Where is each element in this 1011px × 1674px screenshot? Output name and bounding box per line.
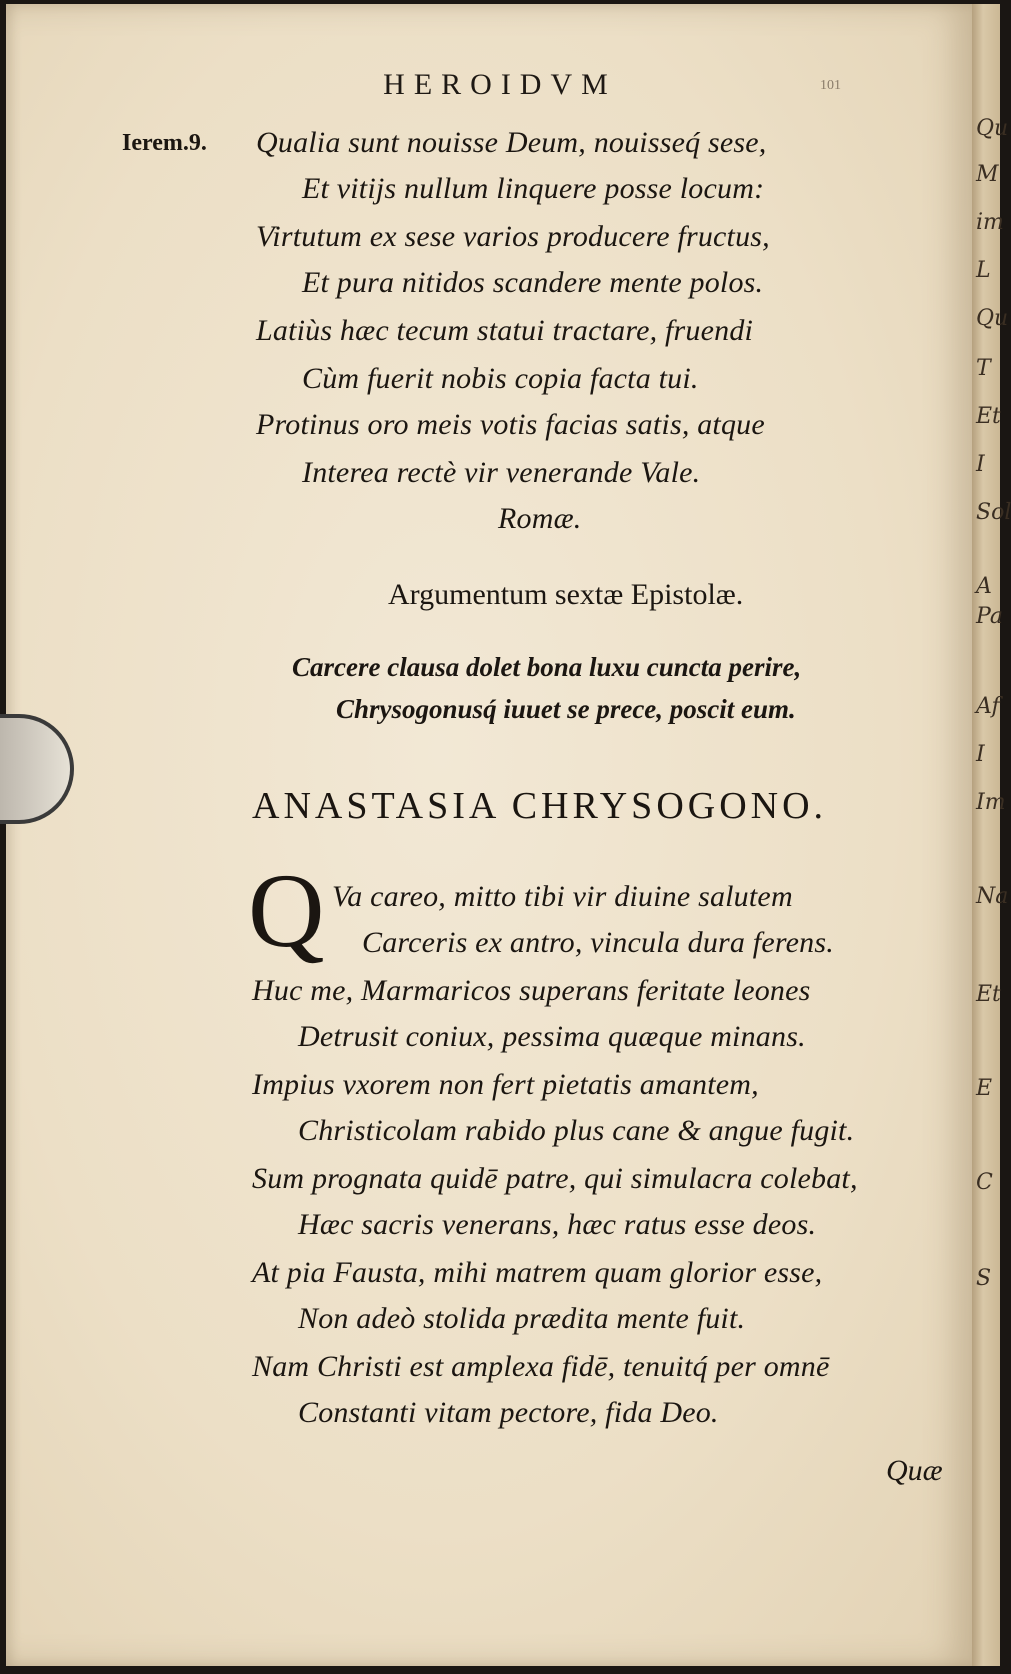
verse-line: At pia Fausta, mihi matrem quam glorior esse, (252, 1256, 823, 1289)
facing-page-fragment: Qu (976, 116, 1009, 141)
show-through (400, 512, 406, 539)
verse-line: Detrusit coniux, pessima quæque minans. (298, 1020, 806, 1053)
verse-line: Impius vxorem non fert pietatis amantem, (252, 1068, 759, 1101)
verse-line: Christicolam rabido plus cane & angue fugit. (298, 1114, 855, 1147)
facing-page-fragment: Qu (976, 306, 1009, 331)
verse-line: Interea rectè vir venerande Vale. (302, 456, 701, 489)
facing-page-fragment: T (976, 356, 991, 381)
facing-page-fragment: S (976, 1266, 992, 1291)
facing-page-fragment: Et (976, 982, 1001, 1007)
facing-page-fragment: Im (976, 790, 1006, 815)
verse-line: Et pura nitidos scandere mente polos. (302, 266, 764, 299)
epistle-title: ANASTASIA CHRYSOGONO. (252, 785, 828, 827)
facing-page-fragment: I (976, 742, 985, 767)
verse-line: Nam Christi est amplexa fidē, tenuitq́ per omnē (252, 1350, 830, 1383)
facing-page-fragment: im (976, 210, 1004, 235)
verse-line: Protinus oro meis votis facias satis, atque (256, 408, 765, 441)
verse-line: Va careo, mitto tibi vir diuine salutem (332, 880, 793, 913)
verse-line: Carceris ex antro, vincula dura ferens. (362, 926, 834, 959)
catchword: Quæ (886, 1454, 943, 1487)
verse-line: Non adeò stolida prædita mente fuit. (298, 1302, 746, 1335)
argument-line: Chrysogonusq́ iuuet se prece, poscit eum. (336, 694, 796, 724)
facing-page-fragment: C (976, 1170, 993, 1195)
verse-line: Et vitijs nullum linquere posse locum: (302, 172, 765, 205)
facing-page-fragment: Na (976, 884, 1009, 909)
running-head: HEROIDVM (383, 68, 617, 101)
facing-page-edge (972, 4, 1011, 1666)
facing-page-fragment: Af (976, 694, 1000, 719)
verse-line: Sum prognata quidē patre, qui simulacra colebat, (252, 1162, 858, 1195)
verse-line: Constanti vitam pectore, fida Deo. (298, 1396, 719, 1429)
folio-number: 101 (820, 78, 841, 93)
verse-line: Hæc sacris venerans, hæc ratus esse deos. (298, 1208, 817, 1241)
verse-line: Qualia sunt nouisse Deum, nouisseq́ sese, (256, 126, 767, 159)
letter-place: Romæ. (498, 502, 582, 535)
argument-line: Carcere clausa dolet bona luxu cuncta perire, (292, 652, 802, 682)
facing-page-fragment: Pa (976, 604, 1003, 629)
facing-page-fragment: L (976, 258, 991, 283)
facing-page-fragment: A (976, 574, 992, 599)
argument-title: Argumentum sextæ Epistolæ. (388, 578, 744, 611)
verse-line: Cùm fuerit nobis copia facta tui. (302, 362, 699, 395)
margin-note: Ierem.9. (122, 130, 207, 156)
facing-page-fragment: I (976, 452, 985, 477)
verse-line: Latiùs hæc tecum statui tractare, fruendi (256, 314, 754, 347)
verse-line: Virtutum ex sese varios producere fructus, (256, 220, 770, 253)
facing-page-fragment: E (976, 1076, 993, 1101)
facing-page-fragment: Et (976, 404, 1001, 429)
facing-page-fragment: M (976, 162, 999, 187)
verse-line: Huc me, Marmaricos superans feritate leones (252, 974, 811, 1007)
drop-cap: Q (248, 852, 325, 969)
facing-page-fragment: Sol (976, 500, 1011, 525)
